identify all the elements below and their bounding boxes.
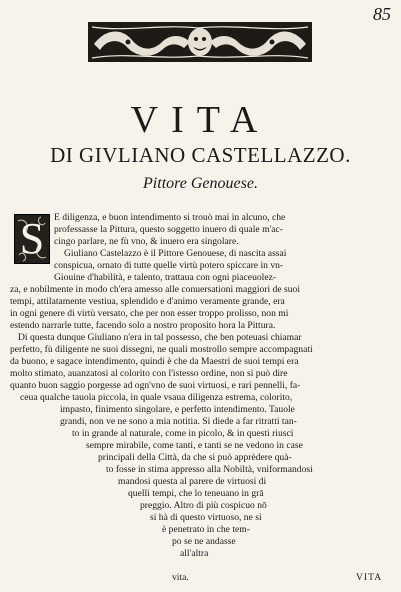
text-line: to in grande al naturale, come in picolo, & in questi riusci [72, 428, 294, 439]
text-line: to fosse in stima appresso alla Nobiltà, vniformandosi [106, 464, 313, 475]
title-vita: VITA [130, 99, 271, 141]
text-line: professasse la Pittura, questo soggetto inuero di quale m'ac- [54, 224, 283, 235]
text-line: impasto, finimento singolare, e perfetto intendimento. Tauole [60, 404, 295, 415]
subtitle: Pittore Genouese. [143, 175, 258, 192]
catchword-right: VITA [356, 572, 383, 583]
text-line: si hà di questo virtuoso, ne si [150, 512, 262, 523]
ornamental-headpiece [88, 22, 312, 62]
title-name: DI GIVLIANO CASTELLAZZO. [50, 143, 351, 167]
text-line: Giouine d'habilità, e talento, trattaua con ogni piaceuolez- [54, 272, 277, 283]
text-line: E diligenza, e buon intendimento si trouò mai in alcuno, che [54, 212, 286, 223]
text-line: in ogni genere di virtù versato, che per non esser troppo prolisso, non mi [10, 308, 289, 319]
text-line: preggio. Altro di più cospicuo nō [140, 500, 267, 511]
text-line: ceua qualche tauola piccola, in quale vsaua diligenza estrema, colorito, [20, 392, 293, 403]
decorated-initial [14, 214, 50, 264]
text-line: za, e nobilmente in modo ch'era amesso alle conuersationi maggiori de suoi [10, 284, 300, 295]
text-line: perfetto, fù diligente ne suoi dissegni, ne quali mostrollo sempre accompagnati [10, 344, 313, 355]
text-line: tempi, attilatamente vestiua, splendido e d'animo veramente grande, era [10, 296, 285, 307]
text-line: estendo narrarle tutte, facendo solo a nostro proposito hora la Pittura. [10, 320, 276, 331]
text-line: mandosi questa al parere de virtuosi di [118, 476, 267, 487]
text-line: molto stimato, auanzatosi al colorito con l'istesso ordine, non si può dire [10, 368, 288, 379]
text-line: principali della Città, da che si può apprèdere quà- [98, 452, 292, 463]
text-line: all'altra [180, 548, 209, 559]
initial-letter: S [19, 214, 45, 263]
text-line: Di questa dunque Giuliano n'era in tal possesso, che ben poteuasi chiamar [18, 332, 302, 343]
text-line: Giuliano Castelazzo è il Pittore Genouese, di nascita assai [64, 248, 287, 259]
text-line: grandi, non ve ne sono a mia notitia. Si diede a far ritratti tan- [60, 416, 297, 427]
text-line: da buono, e sagace intendimento, quindi è che da Maestri de suoi tempi era [10, 356, 299, 367]
text-line: cingo parlare, ne fù vno, & inuero era singolare. [54, 236, 239, 247]
catchword-center: vita. [172, 572, 189, 583]
text-line: po se ne andasse [172, 536, 236, 547]
text-line: è penetrato in che tem- [162, 524, 250, 535]
text-line: quanto buon saggio porgesse ad ogn'vno de suoi virtuosi, e rari pennelli, fa- [10, 380, 301, 391]
text-line: conspicua, ornato di tutte quelle virtù potero spiccare in vn- [54, 260, 284, 271]
page-number: 85 [373, 4, 391, 24]
text-line: sempre mirabile, come tanti, e tanti se ne vedono in case [86, 440, 303, 451]
text-line: quelli tempi, che lo teneuano in grā [128, 488, 264, 499]
